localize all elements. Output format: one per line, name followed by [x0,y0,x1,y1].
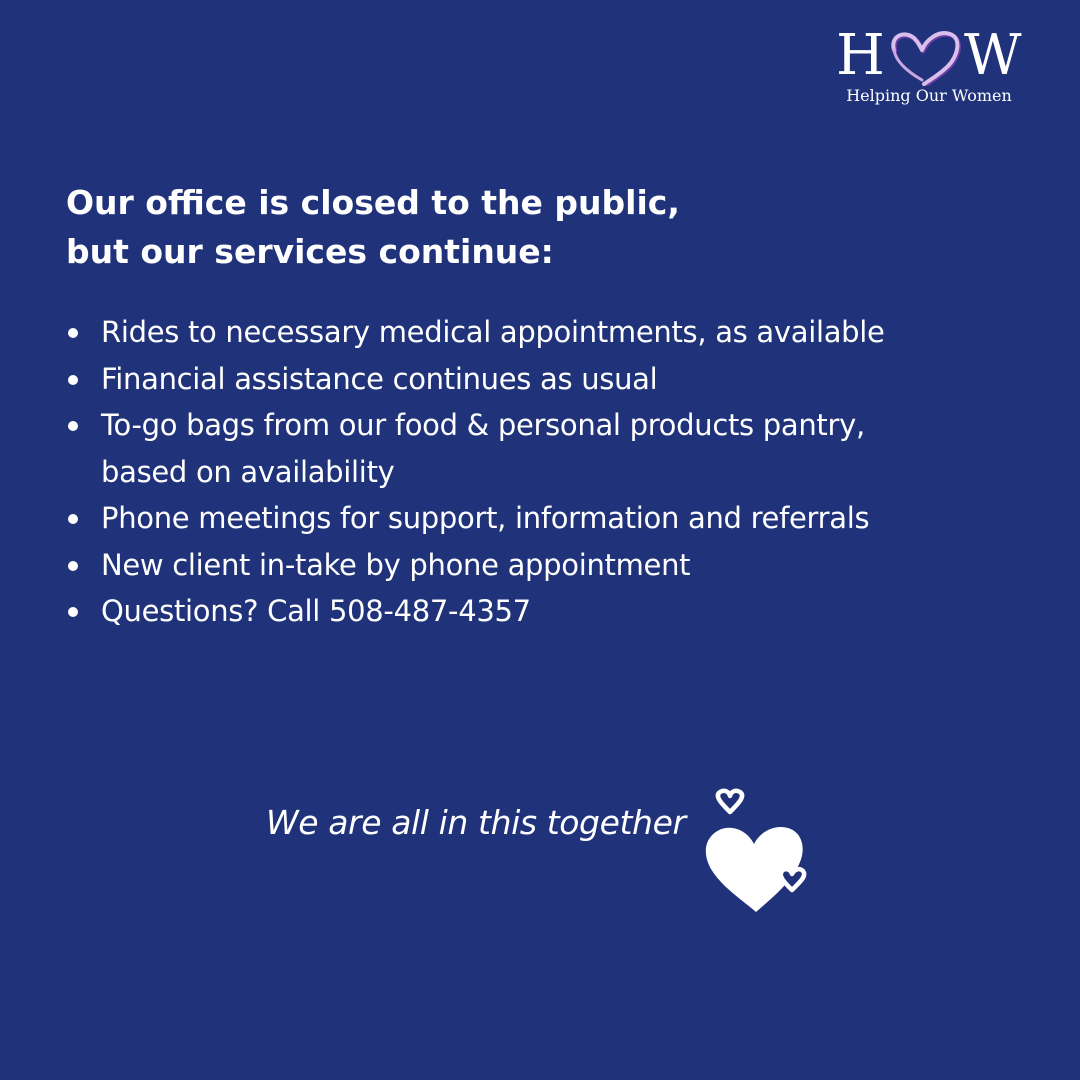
services-list [66,309,1026,635]
list-item-text: Financial assistance continues as usual [101,361,658,396]
bullet-dot-icon [68,421,78,431]
heart-outline-icon [882,28,964,86]
footer-tagline: We are all in this together [266,803,686,842]
small-heart-outline-icon [718,791,742,812]
list-item-text: Rides to necessary medical appointments, as available [101,315,885,349]
logo-wordmark [836,23,1022,88]
how-logo [836,23,1022,110]
list-item [66,356,1026,403]
list-item-text: Phone meetings for support, information and referrals [101,501,870,535]
bullet-dot-icon [68,607,78,617]
bullet-dot-icon [68,375,78,385]
heading-line-1: Our office is closed to the public, [66,183,680,222]
list-item [66,588,1026,635]
page-heading [66,178,966,276]
list-item-text: To-go bags from our food & personal products pantry, [101,408,865,442]
list-item [66,495,1026,542]
list-item-text: New client in-take by phone appointment [101,547,691,582]
list-item-text: Questions? Call 508-487-4357 [101,594,531,628]
list-item [66,542,1026,589]
logo-letter-h: H [836,23,885,88]
logo-letter-w: W [964,23,1022,88]
bullet-dot-icon [68,328,78,338]
logo-tagline: Helping Our Women [846,86,1012,105]
heading-line-2: but our services continue: [66,232,554,271]
bullet-dot-icon [68,561,78,571]
list-item [66,402,1026,495]
bullet-dot-icon [68,514,78,524]
small-heart-outline-icon [781,869,804,890]
list-item-text-continued: based on availability [101,454,395,489]
list-item [66,309,1026,356]
hearts-cluster-icon [700,782,820,922]
